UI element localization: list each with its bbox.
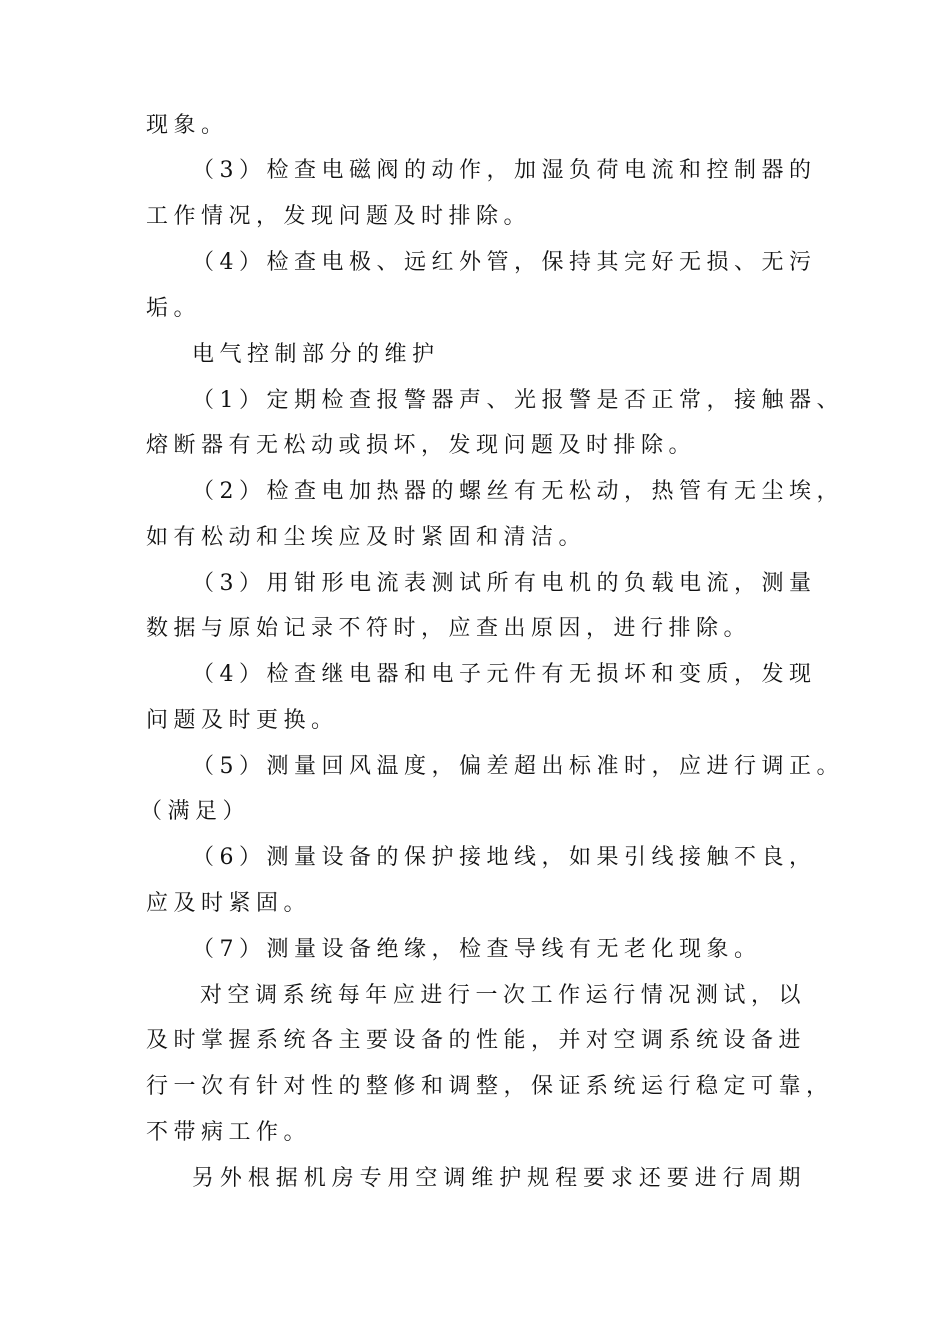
text-line: （1）定期检查报警器声、光报警是否正常，接触器、 [192,388,844,413]
text-line: 现象。 [146,113,229,138]
text-line: （5）测量回风温度，偏差超出标准时，应进行调正。 [192,754,844,779]
text-line: （6）测量设备的保护接地线，如果引线接触不良， [192,845,817,870]
text-line: 行一次有针对性的整修和调整，保证系统运行稳定可靠， [146,1074,834,1099]
text-line: 数据与原始记录不符时，应查出原因，进行排除。 [146,616,752,641]
text-line: （3）用钳形电流表测试所有电机的负载电流，测量 [192,571,817,596]
text-line: （4）检查电极、远红外管，保持其完好无损、无污 [192,250,817,275]
text-line: 如有松动和尘埃应及时紧固和清洁。 [146,525,587,550]
section-heading: 电气控制部分的维护 [192,342,440,367]
text-line: 问题及时更换。 [146,708,339,733]
text-line: （4）检查继电器和电子元件有无损坏和变质，发现 [192,662,817,687]
text-line: 垢。 [146,296,202,321]
text-line: （2）检查电加热器的螺丝有无松动，热管有无尘埃， [192,479,844,504]
text-line: 不带病工作。 [146,1120,312,1145]
text-line: 及时掌握系统各主要设备的性能，并对空调系统设备进 [146,1028,807,1053]
text-line: 对空调系统每年应进行一次工作运行情况测试，以 [200,983,806,1008]
text-line: （满足） [140,799,251,824]
text-line: （7）测量设备绝缘，检查导线有无老化现象。 [192,937,762,962]
text-line: （3）检查电磁阀的动作，加湿负荷电流和控制器的 [192,158,817,183]
text-line: 另外根据机房专用空调维护规程要求还要进行周期 [192,1166,806,1191]
text-line: 熔断器有无松动或损坏，发现问题及时排除。 [146,433,697,458]
text-line: 应及时紧固。 [146,891,312,916]
text-line: 工作情况，发现问题及时排除。 [146,204,532,229]
